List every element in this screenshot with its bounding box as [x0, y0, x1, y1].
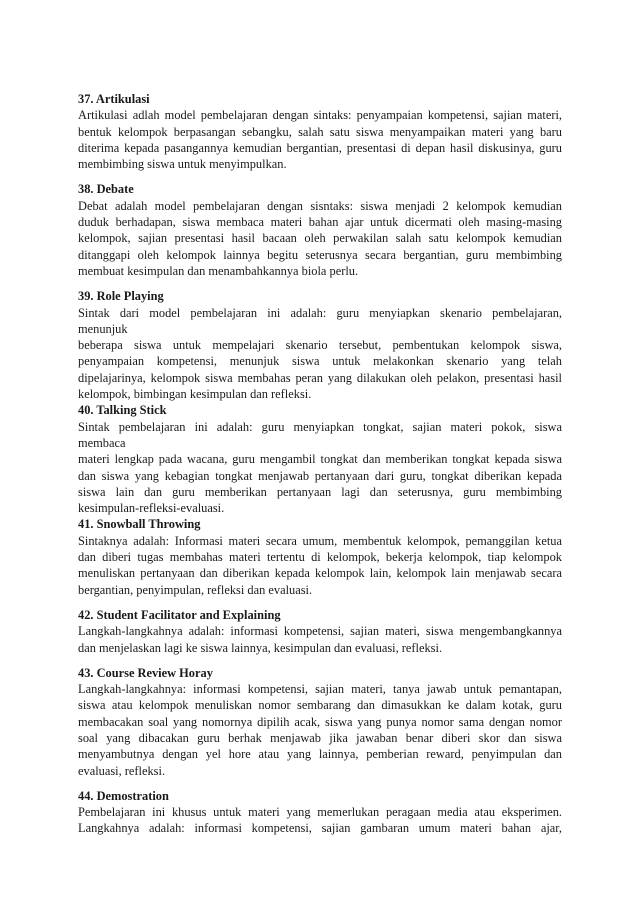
section-title: 37. Artikulasi [78, 92, 150, 106]
paragraph-line: evaluasi, refleksi. [78, 763, 166, 778]
paragraph-line: membaca [78, 435, 126, 450]
paragraph-line: materi lengkap pada wacana, guru mengambil tongkat dan memberikan tongkat kepada siswa [78, 452, 562, 467]
section [78, 181, 562, 279]
section-title: 43. Course Review Horay [78, 665, 213, 680]
paragraph-line: Langkahnya adalah: informasi kompetensi, sajian gambaran umum materi bahan ajar, [78, 821, 562, 836]
section-title: 39. Role Playing [78, 289, 164, 304]
section-spacer [78, 172, 562, 181]
section [78, 91, 562, 172]
section [78, 288, 562, 402]
section-title: 41. Snowball Throwing [78, 517, 201, 532]
paragraph-line: Sintaknya adalah: Informasi materi secara umum, membentuk kelompok, pemanggilan ketua [78, 533, 562, 548]
section-spacer [78, 779, 562, 788]
paragraph-line: Pembelajaran ini khusus untuk materi yang memerlukan peragaan media atau eksperimen. [78, 805, 562, 820]
paragraph-line: membuat kesimpulan dan menambahkannya biola perlu. [78, 263, 359, 278]
paragraph-line: penyampaian kompetensi, menunjuk siswa untuk melakonkan skenario yang telah [78, 354, 562, 369]
paragraph-line: dipelajarinya, kelompok siswa membahas peran yang dilakukan oleh pelakon, presentasi hasil [78, 370, 562, 385]
section-title: 38. Debate [78, 182, 134, 197]
paragraph-line: bergantian, penyimpulan, refleksi dan evaluasi. [78, 582, 313, 597]
paragraph-line: menunjuk [78, 321, 128, 336]
section [78, 607, 562, 656]
paragraph-line: soal yang dibacakan guru berhak menjawab jika jawaban benar diberi skor dan siswa [78, 730, 562, 745]
paragraph-line: beberapa siswa untuk mempelajari skenario tersebut, pembentukan kelompok siswa, [78, 338, 562, 353]
section-spacer [78, 279, 562, 288]
paragraph-line: siswa lain dan guru memberikan pertanyaan lagi dan seterusnya, guru membimbing [78, 484, 562, 499]
paragraph-line: Artikulasi adlah model pembelajaran dengan sintaks: penyampaian kompetensi, sajian materi, [78, 108, 562, 123]
paragraph-line: Langkah-langkahnya adalah: informasi kompetensi, sajian materi, siswa mengembangkannya [78, 624, 562, 639]
paragraph-line: kesimpulan-refleksi-evaluasi. [78, 501, 225, 516]
paragraph-line: kelompok, sajian presentasi hasil bacaan oleh perwakilan salah satu kelompok kemudian [78, 231, 562, 246]
paragraph-line: duduk berhadapan, siswa membaca materi bahan ajar untuk dicermati oleh masing-masing [78, 215, 562, 230]
section [78, 402, 562, 516]
section-title: 44. Demostration [78, 788, 169, 803]
paragraph-line: dan menjelaskan lagi ke siswa lainnya, kesimpulan dan evaluasi, refleksi. [78, 640, 443, 655]
paragraph-line: dan siswa yang kebagian tongkat menjawab pertanyaan dari guru, tongkat diberikan kepada [78, 468, 562, 483]
paragraph-line: Sintak dari model pembelajaran ini adalah: guru menyiapkan skenario pembelajaran, [78, 305, 562, 320]
section-title: 42. Student Facilitator and Explaining [78, 607, 281, 622]
paragraph-line: Debat adalah model pembelajaran dengan sisntaks: siswa menjadi 2 kelompok kemudian [78, 198, 562, 213]
section [78, 516, 562, 597]
paragraph-line: Sintak pembelajaran ini adalah: guru menyiapkan tongkat, sajian materi pokok, siswa [78, 419, 562, 434]
section-title: 40. Talking Stick [78, 403, 167, 418]
paragraph-line: kelompok, bimbingan kesimpulan dan refleksi. [78, 387, 312, 402]
section [78, 665, 562, 779]
paragraph-line: bentuk kelompok berpasangan sebangku, salah satu siswa menyampaikan materi yang baru [78, 124, 562, 139]
section-spacer [78, 598, 562, 607]
paragraph-line: Langkah-langkahnya: informasi kompetensi, sajian materi, tanya jawab untuk pemantapan, [78, 682, 562, 697]
paragraph-line: ditanggapi oleh kelompok lainnya begitu seterusnya secara bergantian, guru membimbing [78, 247, 562, 262]
paragraph-line: siswa atau kelompok menuliskan nomor sembarang dan dimasukkan ke dalam kotak, guru [78, 698, 562, 713]
paragraph-line: menyambutnya dengan yel hore atau yang lainnya, pemberian reward, penyimpulan dan [78, 747, 562, 762]
paragraph-line: dan diberi tugas membahas materi tertentu di kelompok, bekerja kelompok, tiap kelompok [78, 550, 562, 565]
paragraph-line: membimbing siswa untuk menyimpulkan. [78, 157, 287, 172]
paragraph-line: menuliskan pertanyaan dan diberikan kepada kelompok lain, kelompok lain menjawab secara [78, 566, 562, 581]
section [78, 788, 562, 837]
paragraph-line: diterima kepada pasangannya kemudian bergantian, presentasi di depan hasil diskusinya, guru [78, 140, 562, 155]
paragraph-line: membacakan soal yang nomornya dipilih acak, siswa yang punya nomor sama dengan nomor [78, 714, 562, 729]
section-spacer [78, 656, 562, 665]
